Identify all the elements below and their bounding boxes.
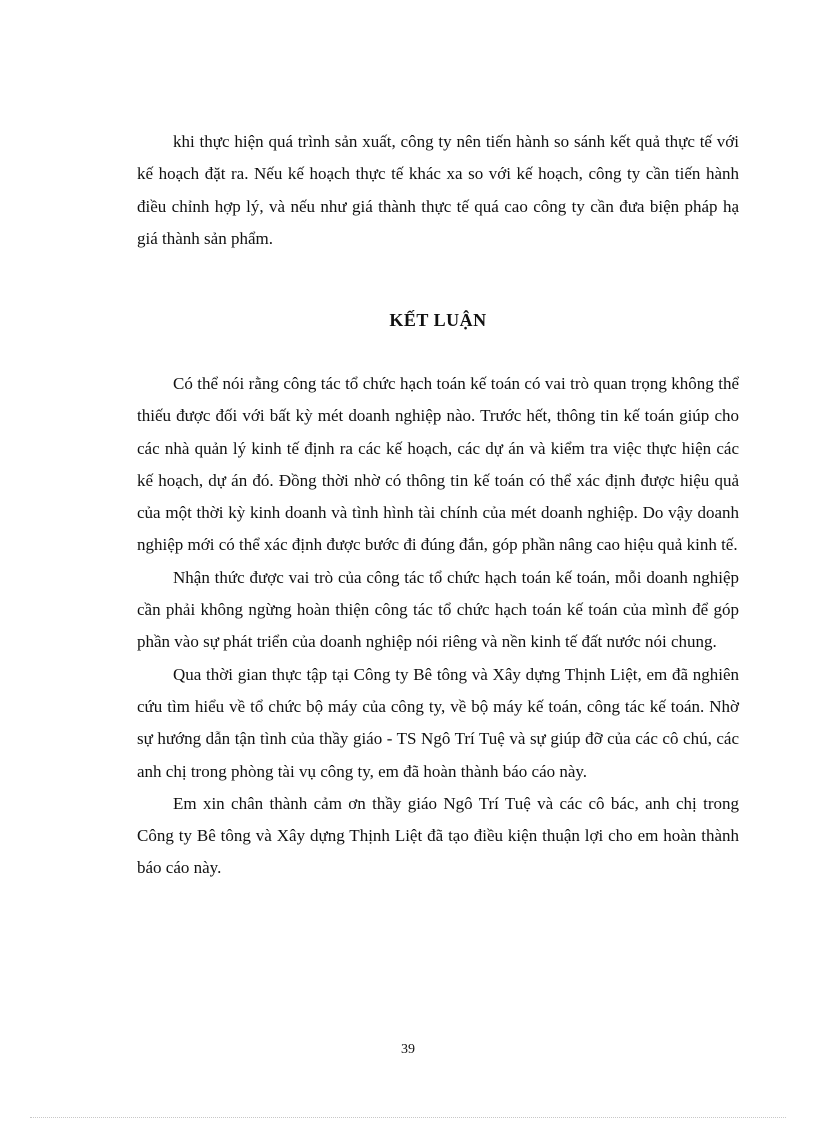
section-heading: KẾT LUẬN [389,310,487,330]
conclusion-paragraph-3: Qua thời gian thực tập tại Công ty Bê tông và Xây dựng Thịnh Liệt, em đã nghiên cứu tìm hiểu về tổ chức bộ máy của công ty, về bộ máy kế toán, công tác kế toán. Nhờ sự hướng dẫn tận tình của thầy giáo - TS Ngô Trí Tuệ và sự giúp đỡ của các cô chú, các anh chị trong phòng tài vụ công ty, em đã hoàn thành báo cáo này. [137,664,739,781]
intro-paragraph: khi thực hiện quá trình sản xuất, công ty nên tiến hành so sánh kết quả thực tế với kế hoạch đặt ra. Nếu kế hoạch thực tế khác xa so với kế hoạch, công ty cần tiến hành điều chỉnh hợp lý, và nếu như giá thành thực tế quá cao công ty cần đưa biện pháp hạ giá thành sản phẩm. [137,132,739,248]
footer-divider [30,1117,786,1118]
page-number: 39 [401,1042,415,1057]
conclusion-paragraph-4: Em xin chân thành cảm ơn thầy giáo Ngô Trí Tuệ và các cô bác, anh chị trong Công ty Bê tông và Xây dựng Thịnh Liệt đã tạo điều kiện thuận lợi cho em hoàn thành báo cáo này. [137,793,739,878]
conclusion-paragraph-2: Nhận thức được vai trò của công tác tổ chức hạch toán kế toán, mỗi doanh nghiệp cần phải không ngừng hoàn thiện công tác tổ chức hạch toán kế toán của mình để góp phần vào sự phát triển của doanh nghiệp nói riêng và nền kinh tế đất nước nói chung. [137,567,739,652]
intro-text-block [137,126,739,255]
conclusion-paragraph-1: Có thể nói rằng công tác tổ chức hạch toán kế toán có vai trò quan trọng không thể thiếu được đối với bất kỳ mét doanh nghiệp nào. Trước hết, thông tin kế toán giúp cho các nhà quản lý kinh tế định ra các kế hoạch, các dự án và kiểm tra việc thực hiện các kế hoạch, dự án đó. Đồng thời nhờ có thông tin kế toán có thể xác định được hiệu quả của một thời kỳ kinh doanh và tình hình tài chính của mét doanh nghiệp. Do vậy doanh nghiệp mới có thể xác định được bước đi đúng đắn, góp phần nâng cao hiệu quả kinh tế. [137,374,739,555]
conclusion-text-block [137,368,739,885]
